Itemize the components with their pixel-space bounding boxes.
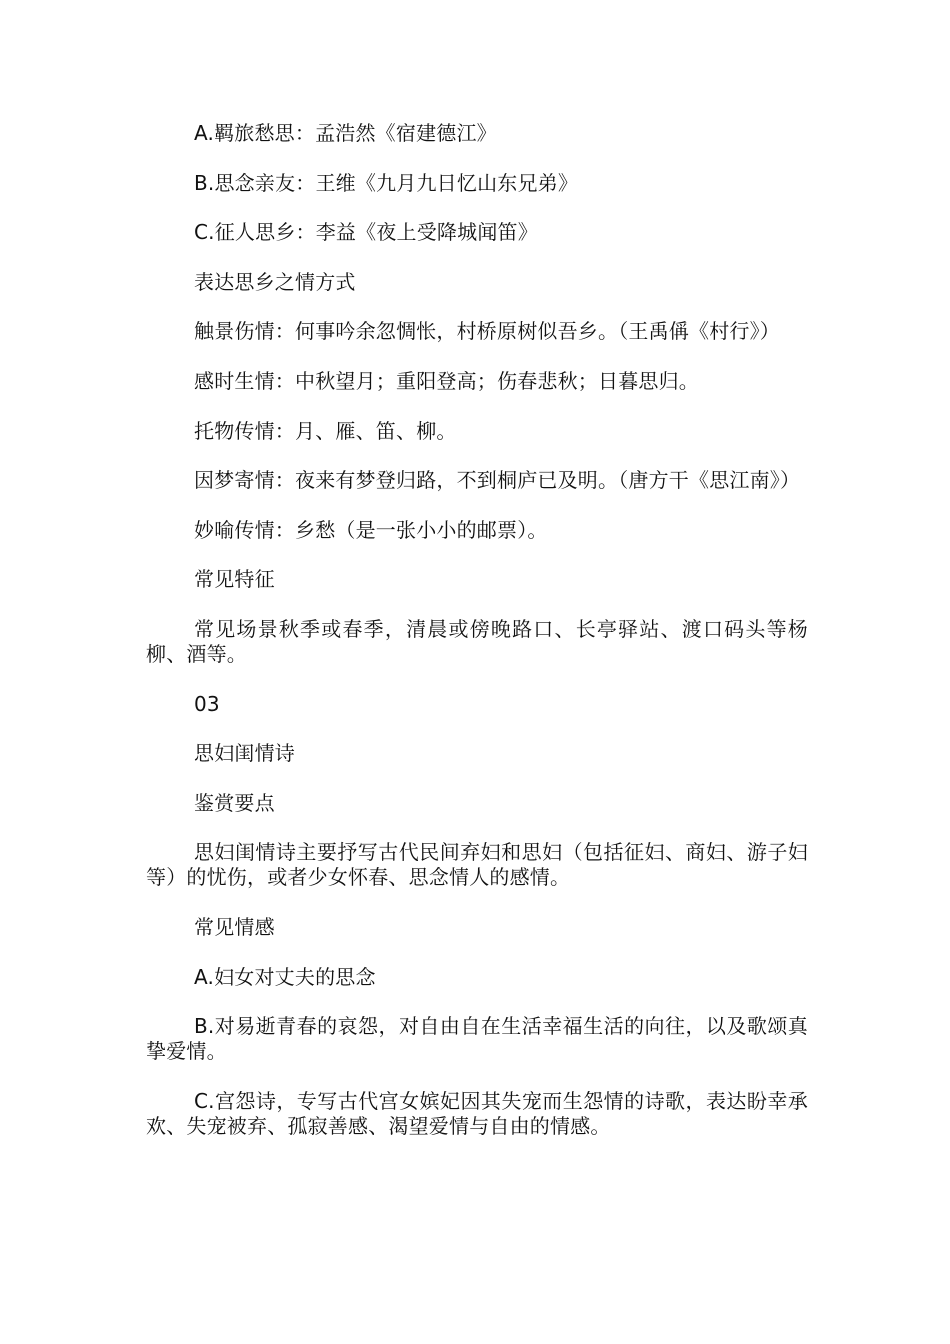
section-heading-common-features: 常见特征 — [194, 567, 275, 592]
paragraph-travel-sorrow: A.羁旅愁思：孟浩然《宿建德江》 — [194, 121, 497, 145]
section-heading-expression-methods: 表达思乡之情方式 — [194, 269, 356, 294]
section-title-boudoir-poetry: 思妇闺情诗 — [194, 741, 295, 766]
section-heading-common-emotions: 常见情感 — [194, 914, 275, 939]
document-body — [146, 121, 808, 1163]
paragraph-common-scenes: 常见场景秋季或春季，清晨或傍晚路口、长亭驿站、渡口码头等杨柳、酒等。 — [146, 616, 808, 666]
paragraph-season-emotion: 感时生情：中秋望月；重阳登高；伤春悲秋；日暮思归。 — [194, 368, 699, 393]
section-number: 03 — [194, 691, 220, 716]
paragraph-emotion-a: A.妇女对丈夫的思念 — [194, 964, 376, 989]
paragraph-object-emotion: 托物传情：月、雁、笛、柳。 — [194, 418, 457, 443]
paragraph-dream-emotion: 因梦寄情：夜来有梦登归路，不到桐庐已及明。（唐方干《思江南》） — [194, 468, 801, 493]
paragraph-emotion-b: B.对易逝青春的哀怨，对自由自在生活幸福生活的向往，以及歌颂真挚爱情。 — [146, 1014, 808, 1064]
paragraph-emotion-c: C.宫怨诗，专写古代宫女嫔妃因其失宠而生怨情的诗歌，表达盼幸承欢、失宠被弃、孤寂善感、渴望爱情与自由的情感。 — [146, 1088, 808, 1138]
paragraph-soldier-homesick: C.征人思乡：李益《夜上受降城闻笛》 — [194, 220, 538, 245]
section-heading-appreciation-points: 鉴赏要点 — [194, 790, 275, 815]
paragraph-boudoir-description: 思妇闺情诗主要抒写古代民间弃妇和思妇（包括征妇、商妇、游子妇等）的忧伤，或者少女怀春、思念情人的感情。 — [146, 840, 808, 890]
paragraph-missing-friends: B.思念亲友：王维《九月九日忆山东兄弟》 — [194, 170, 579, 195]
paragraph-metaphor-emotion: 妙喻传情：乡愁（是一张小小的邮票）。 — [194, 517, 548, 542]
paragraph-scene-emotion: 触景伤情：何事吟余忽惆怅，村桥原树似吾乡。（王禹偁《村行》） — [194, 319, 780, 344]
